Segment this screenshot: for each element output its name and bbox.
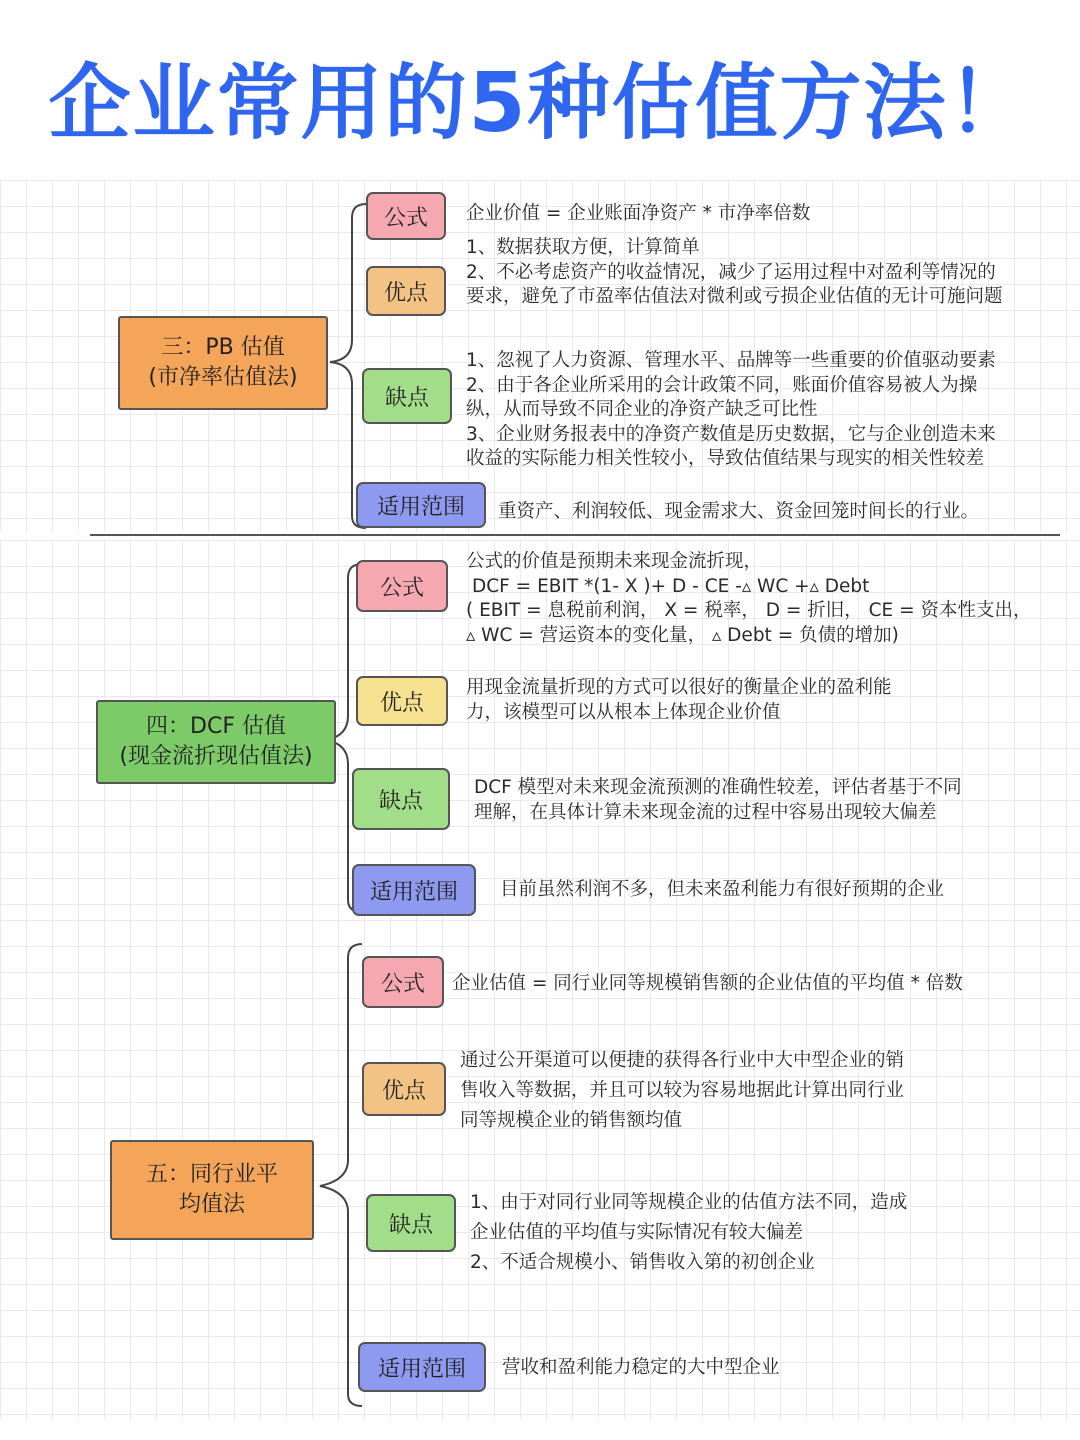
cons-label-industry: 缺点 [366, 1194, 456, 1252]
formula-label-industry: 公式 [362, 956, 444, 1008]
node-industry-title-line1: 五：同行业平 [145, 1162, 278, 1187]
node-dcf-title: 四：DCF 估值 [146, 714, 286, 739]
node-pb-subtitle: (市净率估值法) [148, 365, 298, 390]
formula-text-pb: 企业价值 = 企业账面净资产 * 市净率倍数 [466, 203, 811, 224]
pros-text-industry: 通过公开渠道可以便捷的获得各行业中大中型企业的销 售收入等数据，并且可以较为容易地据此计算出同行业 同等规模企业的销售额均值 [460, 1050, 905, 1131]
node-dcf-valuation [96, 700, 336, 784]
node-industry-title-line2: 均值法 [178, 1192, 245, 1217]
pros-label-industry: 优点 [362, 1062, 446, 1116]
cons-text-pb: 1、忽视了人力资源、管理水平、品牌等一些重要的价值驱动要素 2、由于各企业所采用的会计政策不同，账面价值容易被人为操 纵，从而导致不同企业的净资产缺乏可比性 3、企业财务报表中的净资产数值是历史数据，它与企业创造未来 收益的实际能力相关性较小，导致估值结果与现实的相关性较差 [466, 350, 996, 469]
node-dcf-subtitle: (现金流折现估值法) [119, 744, 313, 769]
cons-label-dcf: 缺点 [352, 768, 450, 830]
page-title: 企业常用的5种估值方法！ [48, 56, 1032, 151]
formula-label-pb: 公式 [366, 192, 446, 240]
scope-text-pb: 重资产、利润较低、现金需求大、资金回笼时间长的行业。 [498, 501, 980, 522]
cons-label-pb: 缺点 [362, 368, 452, 424]
scope-text-dcf: 目前虽然利润不多，但未来盈利能力有很好预期的企业 [500, 879, 945, 900]
brace-industry [320, 944, 362, 1406]
scope-label-pb: 适用范围 [356, 482, 486, 528]
cons-text-industry: 1、由于对同行业同等规模企业的估值方法不同，造成 企业估值的平均值与实际情况有较大偏差 2、不适合规模小、销售收入第的初创企业 [470, 1192, 908, 1273]
scope-text-industry: 营收和盈利能力稳定的大中型企业 [502, 1357, 780, 1378]
formula-label-dcf: 公式 [356, 560, 448, 612]
cons-text-dcf: DCF 模型对未来现金流预测的准确性较差，评估者基于不同 理解，在具体计算未来现金流的过程中容易出现较大偏差 [474, 777, 962, 823]
pros-text-pb: 1、数据获取方便，计算简单 2、不必考虑资产的收益情况，减少了运用过程中对盈利等情况的 要求，避免了市盈率估值法对微利或亏损企业估值的无计可施问题 [466, 237, 1003, 307]
node-pb-valuation [118, 316, 328, 410]
scope-label-industry: 适用范围 [358, 1342, 486, 1392]
node-pb-title: 三：PB 估值 [161, 335, 285, 360]
brace-pb [330, 204, 366, 528]
scope-label-dcf: 适用范围 [352, 864, 476, 916]
formula-text-dcf: 公式的价值是预期未来现金流折现， DCF = EBIT *(1- X )+ D - CE -▵ WC +▵ Debt ( EBIT = 息税前利润， X = 税率， D = 折旧， CE = 资本性支出， ▵ WC = 营运资本的变化量， ▵ Debt = 负债的增加) [466, 551, 1032, 646]
node-industry-average [110, 1140, 314, 1240]
pros-label-dcf: 优点 [356, 676, 448, 726]
pros-text-dcf: 用现金流量折现的方式可以很好的衡量企业的盈利能 力，该模型可以从根本上体现企业价值 [466, 677, 892, 723]
formula-text-industry: 企业估值 = 同行业同等规模销售额的企业估值的平均值 * 倍数 [452, 973, 963, 994]
pros-label-pb: 优点 [366, 266, 446, 316]
